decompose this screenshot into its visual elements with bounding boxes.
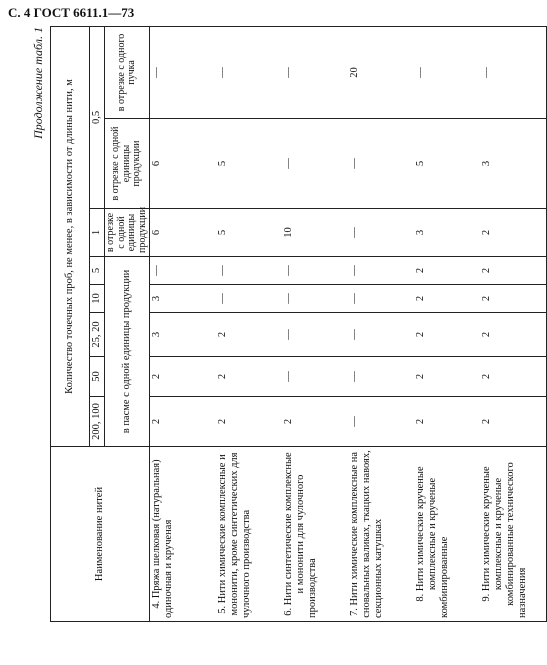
continuation-label: Продолжение табл. 1 bbox=[31, 27, 45, 139]
cell: — bbox=[282, 285, 348, 313]
length-header: 25, 20 bbox=[90, 313, 105, 357]
row-name: 5. Нити химические комплексные и мононити, кроме синтетических для чулочного производства bbox=[216, 447, 282, 622]
cell: 6 bbox=[150, 209, 217, 257]
cell: — bbox=[282, 357, 348, 397]
cell: 2 bbox=[150, 397, 217, 447]
cell: — bbox=[150, 26, 217, 118]
row-name: 6. Нити синтетические комплексные и мононити для чулочного производства bbox=[282, 447, 348, 622]
row-name: 8. Нити химические крученые комплексные и крученые комбинированные bbox=[414, 447, 480, 622]
cell: 5 bbox=[216, 209, 282, 257]
cell: 2 bbox=[282, 397, 348, 447]
column-group-header: Количество точечных проб, не менее, в зависимости от длины нити, м bbox=[51, 26, 90, 446]
length-header: 0,5 bbox=[90, 26, 105, 208]
table-row bbox=[480, 26, 547, 621]
cell: — bbox=[282, 313, 348, 357]
cell: 2 bbox=[414, 313, 480, 357]
length-header: 50 bbox=[90, 357, 105, 397]
cell: 2 bbox=[480, 257, 547, 285]
cell: 2 bbox=[480, 209, 547, 257]
subheader-batch: в пасме с одной единицы продукции bbox=[105, 257, 150, 447]
cell: 3 bbox=[414, 209, 480, 257]
table-row bbox=[282, 26, 348, 621]
cell: — bbox=[414, 26, 480, 118]
length-header: 200, 100 bbox=[90, 397, 105, 447]
cell: — bbox=[348, 257, 414, 285]
cell: 5 bbox=[414, 119, 480, 209]
cell: 2 bbox=[216, 313, 282, 357]
cell: 5 bbox=[216, 119, 282, 209]
cell: — bbox=[348, 285, 414, 313]
cell: — bbox=[348, 119, 414, 209]
cell: 3 bbox=[150, 285, 217, 313]
cell: — bbox=[348, 209, 414, 257]
cell: 6 bbox=[150, 119, 217, 209]
subheader-one-bundle: в отрезке с одного пучка bbox=[105, 26, 150, 118]
cell: — bbox=[216, 257, 282, 285]
cell: 2 bbox=[414, 397, 480, 447]
subheader-one-unit: в отрезке с одной единицы продукции bbox=[105, 209, 150, 257]
cell: 3 bbox=[150, 313, 217, 357]
cell: 2 bbox=[480, 397, 547, 447]
cell: 10 bbox=[282, 209, 348, 257]
cell: — bbox=[216, 26, 282, 118]
cell: — bbox=[216, 285, 282, 313]
cell: — bbox=[480, 26, 547, 118]
subheader-one-unit: в отрезке с одной единицы продукции bbox=[105, 119, 150, 209]
cell: 2 bbox=[480, 357, 547, 397]
row-name: 4. Пряжа шелковая (натуральная) одиночная и крученая bbox=[150, 447, 217, 622]
cell: — bbox=[348, 313, 414, 357]
cell: 2 bbox=[216, 397, 282, 447]
length-header: 5 bbox=[90, 257, 105, 285]
row-name: 7. Нити химические комплексные на сновальных валиках, ткацких навоях, секционных катушках bbox=[348, 447, 414, 622]
cell: 2 bbox=[150, 357, 217, 397]
cell: — bbox=[348, 397, 414, 447]
cell: 2 bbox=[414, 285, 480, 313]
rotated-table-block bbox=[27, 27, 529, 622]
cell: — bbox=[150, 257, 217, 285]
table-row bbox=[150, 26, 217, 621]
cell: 2 bbox=[480, 313, 547, 357]
cell: 20 bbox=[348, 26, 414, 118]
row-name: 9. Нити химические крученые комплексные и крученые комбинированные технического назначения bbox=[480, 447, 547, 622]
table-row bbox=[414, 26, 480, 621]
cell: 2 bbox=[414, 357, 480, 397]
cell: 3 bbox=[480, 119, 547, 209]
cell: 2 bbox=[480, 285, 547, 313]
cell: — bbox=[282, 257, 348, 285]
page-header: С. 4 ГОСТ 6611.1—73 bbox=[8, 5, 135, 20]
column-header-name: Наименование нитей bbox=[51, 447, 150, 622]
sampling-table bbox=[50, 26, 547, 622]
length-header: 10 bbox=[90, 285, 105, 313]
cell: — bbox=[348, 357, 414, 397]
length-header: 1 bbox=[90, 209, 105, 257]
table-row bbox=[348, 26, 414, 621]
cell: — bbox=[282, 26, 348, 118]
cell: — bbox=[282, 119, 348, 209]
cell: 2 bbox=[216, 357, 282, 397]
cell: 2 bbox=[414, 257, 480, 285]
table-row bbox=[216, 26, 282, 621]
